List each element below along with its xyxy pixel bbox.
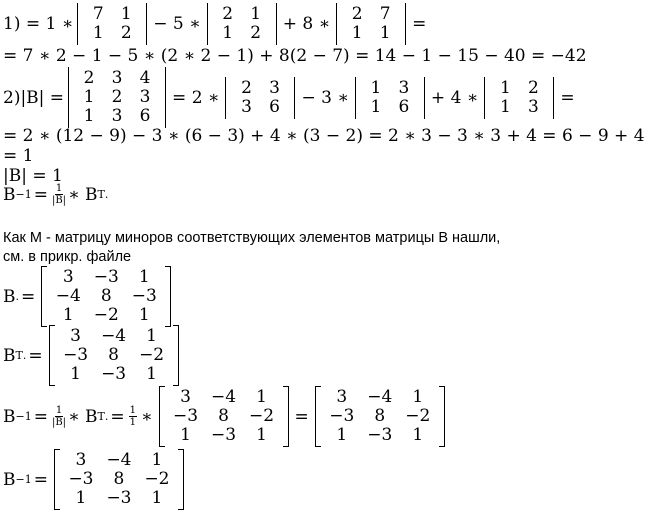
matrix-cell: −3 (63, 345, 89, 365)
matrix-cell: −4 (55, 286, 81, 306)
matrix-cell: 2 (241, 77, 252, 98)
matrix-row (323, 407, 437, 426)
fraction: $\frac{1}{|B|}$ (51, 183, 67, 206)
inverse-result-row: B −1 = 3 −4 1 −3 8 −2 1 −3 1 (3, 449, 188, 510)
matrix-cell: −4 (367, 387, 393, 407)
matrix-cell: 8 (218, 406, 229, 426)
calc-line-5: = 1 (3, 146, 34, 166)
matrix-row (343, 24, 399, 43)
matrix-cell: −2 (139, 345, 165, 365)
matrix-cell: 2 (111, 87, 123, 107)
matrix-row (491, 79, 547, 98)
matrix-cell: 1 (138, 305, 150, 325)
matrix-cell: 3 (111, 68, 123, 88)
matrix-row (232, 98, 288, 117)
matrix-cell: −3 (329, 406, 355, 426)
fraction: $\frac{1}{1}$ (129, 405, 136, 428)
minor-det-b (355, 77, 425, 119)
matrix-row (57, 365, 171, 384)
matrix-cell: −4 (101, 326, 127, 346)
matrix-cell: −3 (93, 267, 119, 287)
matrix-cell: 1 (336, 425, 348, 445)
matrix-row (84, 24, 140, 43)
matrix-BT-inline (159, 386, 289, 447)
matrix-cell: 3 (527, 96, 539, 117)
matrix-cell: 1 (146, 364, 157, 384)
matrix-cell: −2 (93, 305, 119, 325)
matrix-cell: 1 (250, 4, 262, 24)
matrix-cell: −3 (211, 425, 237, 445)
matrix-cell: −4 (106, 450, 132, 470)
minor-det-2 (207, 3, 277, 45)
matrix-cell: 1 (499, 77, 511, 98)
matrix-cell: 1 (138, 267, 150, 287)
matrix-cell: 1 (256, 425, 267, 445)
matrix-cell: 2 (120, 23, 132, 43)
matrix-cell: 6 (269, 96, 280, 117)
matrix-cell: 3 (62, 267, 74, 287)
matrix-cell: 1 (180, 425, 191, 445)
matrix-cell: 3 (180, 387, 191, 407)
matrix-cell: 8 (108, 345, 119, 365)
matrix-cell: 1 (222, 23, 234, 43)
matrix-row (214, 5, 270, 24)
minor-det-a (225, 77, 295, 119)
matrix-cell: −3 (367, 425, 393, 445)
det-B-line: 2)|B| = 2 3 4 1 2 3 1 3 6 = 2 ∗ 2 3 3 6 − 3 ∗ 1 3 1 6 + 4 ∗ 1 2 1 3 = (3, 68, 575, 126)
matrix-cell: 1 (83, 87, 95, 107)
matrix-row (214, 24, 270, 43)
matrix-cell: 1 (351, 23, 363, 43)
matrix-cell: 2 (351, 4, 363, 24)
matrix-cell: 1 (120, 4, 132, 24)
minor-det-1 (77, 3, 147, 45)
matrix-cell: 8 (113, 469, 125, 489)
matrix-cell: 6 (139, 106, 151, 126)
matrix-row (49, 306, 163, 325)
matrix-row (323, 388, 437, 407)
matrix-cell: −3 (173, 406, 199, 426)
matrix-inverse (54, 449, 184, 510)
matrix-cell: 1 (370, 77, 382, 98)
matrix-cell: 8 (100, 286, 112, 306)
matrix-cell: 1 (75, 488, 87, 508)
calc-line-2: = 7 ∗ 2 − 1 − 5 ∗ (2 ∗ 2 − 1) + 8(2 − 7) = 14 − 1 − 15 − 40 = −42 (3, 46, 587, 66)
matrix-cell: 3 (70, 326, 81, 346)
matrix-B (41, 266, 171, 327)
matrix-cell: 8 (374, 406, 386, 426)
matrix-row (62, 470, 176, 489)
matrix-row (49, 268, 163, 287)
matrix-row (75, 88, 159, 107)
matrix-row (343, 5, 399, 24)
matrix-B-row: B . = 3 −3 1 −4 8 −3 1 −2 1 (3, 266, 175, 327)
matrix-row (84, 5, 140, 24)
matrix-cell: 1 (412, 387, 424, 407)
matrix-cell: 2 (250, 23, 262, 43)
matrix-cell: 3 (111, 106, 123, 126)
calc-line-4: = 2 ∗ (12 − 9) − 3 ∗ (6 − 3) + 4 ∗ (3 − 2) = 2 ∗ 3 − 3 ∗ 3 + 4 = 6 − 9 + 4 (3, 126, 645, 146)
matrix-cell: 1 (499, 96, 511, 117)
matrix-row (57, 327, 171, 346)
matrix-row (75, 107, 159, 126)
matrix-cell: 6 (398, 96, 410, 117)
inverse-formula: B −1 = $\frac{1}{|B|}$ ∗ B T . (3, 183, 109, 206)
matrix-cell: 3 (398, 77, 410, 98)
minor-det-3 (336, 3, 406, 45)
matrix-inverse-inline (315, 386, 445, 447)
matrix-cell: 7 (379, 4, 391, 24)
matrix-cell: 1 (62, 305, 74, 325)
matrix-cell: 3 (75, 450, 87, 470)
matrix-cell: 1 (256, 387, 267, 407)
matrix-cell: 1 (146, 326, 157, 346)
matrix-row (75, 69, 159, 88)
matrix-cell: 3 (139, 87, 151, 107)
explanation-text-2: см. в прикр. файле (3, 249, 132, 265)
matrix-cell: −3 (131, 286, 157, 306)
matrix-cell: 3 (269, 77, 280, 98)
minor-det-c (484, 77, 554, 119)
matrix-cell: 3 (336, 387, 348, 407)
matrix-cell: −3 (101, 364, 127, 384)
matrix-BT-row: B T . = 3 −4 1 −3 8 −2 1 −3 1 (3, 325, 183, 386)
det-expansion-line-1: 1) = 1 ∗ 7 1 1 2 − 5 ∗ 2 1 1 2 + 8 ∗ 2 7 1 1 = (3, 4, 427, 43)
matrix-row (49, 287, 163, 306)
matrix-cell: −4 (211, 387, 237, 407)
matrix-cell: −3 (68, 469, 94, 489)
matrix-cell: 7 (92, 4, 104, 24)
matrix-BT (49, 325, 179, 386)
matrix-cell: −2 (144, 469, 170, 489)
matrix-cell: 2 (83, 68, 95, 88)
matrix-row (57, 346, 171, 365)
matrix-cell: −2 (405, 406, 431, 426)
matrix-cell: 1 (70, 364, 81, 384)
fraction: $\frac{1}{|B|}$ (51, 405, 67, 428)
det-B-matrix (68, 67, 166, 128)
matrix-row (232, 79, 288, 98)
matrix-row (167, 407, 281, 426)
det-result: |B| = 1 (3, 166, 63, 186)
matrix-row (323, 426, 437, 445)
matrix-row (62, 451, 176, 470)
matrix-cell: 4 (139, 68, 151, 88)
matrix-cell: −2 (249, 406, 275, 426)
matrix-cell: 2 (527, 77, 539, 98)
matrix-cell: 1 (151, 450, 163, 470)
matrix-row (167, 426, 281, 445)
inverse-calc-row: B −1 = $\frac{1}{|B|}$ ∗ B T . = $\frac{1}{1}$ ∗ 3 −4 1 −3 8 −2 1 −3 1 = 3 −4 1 −3 8 −2 1 −3 1 (3, 386, 449, 447)
matrix-cell: −3 (106, 488, 132, 508)
matrix-cell: 1 (412, 425, 424, 445)
matrix-row (62, 489, 176, 508)
matrix-cell: 1 (151, 488, 163, 508)
matrix-cell: 2 (222, 4, 234, 24)
matrix-cell: 1 (83, 106, 95, 126)
explanation-text: Как М - матрицу миноров соответствующих элементов матрицы В нашли, (3, 230, 501, 246)
matrix-cell: 3 (241, 96, 252, 117)
matrix-row (362, 79, 418, 98)
matrix-row (167, 388, 281, 407)
matrix-cell: 1 (370, 96, 382, 117)
matrix-row (491, 98, 547, 117)
matrix-row (362, 98, 418, 117)
matrix-cell: 1 (379, 23, 391, 43)
matrix-cell: 1 (92, 23, 104, 43)
